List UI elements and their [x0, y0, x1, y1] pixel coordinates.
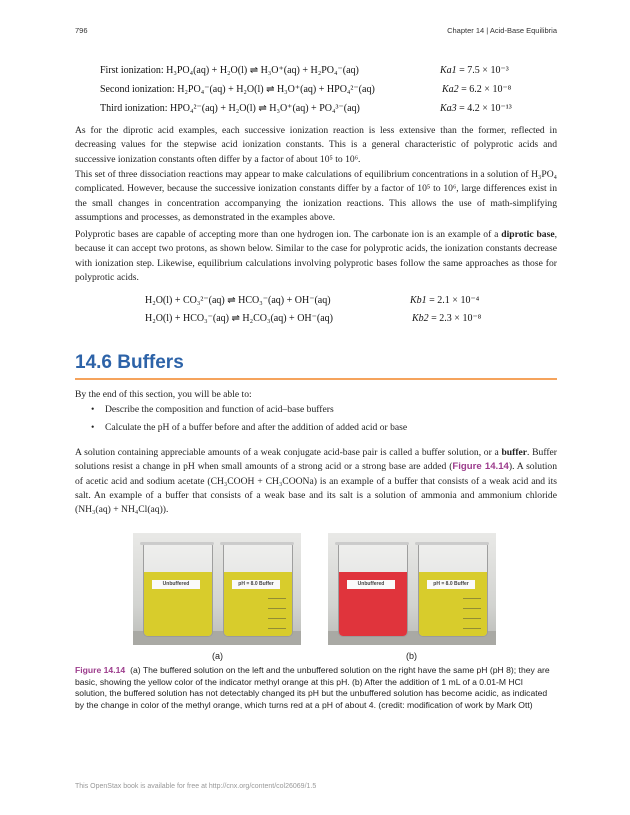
paragraph-buffer-definition: A solution containing appreciable amounts of a weak conjugate acid-base pair is called a buffer solution, or a buffer. Buffer solutions resist a change in pH when small amounts of a strong acid or a strong base are added (Figure 14.14). A solution of acetic acid and sodium acetate (CH₃COOH + CH₃COONa) is an example of a buffer that consists of a weak acid and its salt. An example of a buffer that consists of a weak base and its salt is a solution of ammonia and ammonium chloride (NH₃(aq) + NH₄Cl(aq)). [75, 447, 557, 516]
ka1-value: Ka1 = 7.5 × 10⁻³ [440, 65, 509, 76]
kb1-value: Kb1 = 2.1 × 10⁻⁴ [410, 295, 480, 306]
first-ionization-equation: First ionization: H₃PO₄(aq) + H₂O(l) ⇌ H₃O⁺(aq) + H₂PO₄⁻(aq) [100, 65, 359, 76]
unbuffered-beaker-b [338, 544, 408, 637]
buffered-beaker-b [418, 544, 488, 637]
ka2-value: Ka2 = 6.2 × 10⁻⁸ [442, 84, 512, 95]
base-equation-1: H₂O(l) + CO₃²⁻(aq) ⇌ HCO₃⁻(aq) + OH⁻(aq) [145, 295, 331, 306]
figure-caption: Figure 14.14 (a) The buffered solution on the left and the unbuffered solution on the right have the same pH (pH 8); they are basic, showing the yellow color of the indicator methyl orange at this pH. (b) After the addition of 1 mL of a 0.01-M HCl solution, the buffered solution has not detectably changed its pH but the unbuffered solution has become acidic, as indicated by the change in color of the methyl orange, which turns red at a pH of about 4. (credit: modification of work by Mark Ott) [75, 665, 550, 711]
paragraph-polyprotic-trend: As for the diprotic acid examples, each successive ionization reaction is less extensive than the former, reflected in decreasing values for the stepwise acid ionization constants. This is a general characteristic of polyprotic acids and successive ionization constants often differ by a factor of about 10⁵ to 10⁶. [75, 125, 557, 165]
learning-objectives [75, 401, 555, 437]
third-ionization-equation: Third ionization: HPO₄²⁻(aq) + H₂O(l) ⇌ H₃O⁺(aq) + PO₄³⁻(aq) [100, 103, 360, 114]
term-buffer: buffer [501, 447, 528, 458]
beaker-label: Unbuffered [347, 580, 395, 589]
beaker-label: Unbuffered [152, 580, 200, 589]
section-title-rule [75, 378, 557, 380]
panel-a-label: (a) [212, 651, 223, 661]
unbuffered-beaker-a [143, 544, 213, 637]
paragraph-dissociation-reactions: This set of three dissociation reactions may appear to make calculations of equilibrium concentrations in a solution of H₃PO₄ complicated. However, because the successive ionization constants differ by a factor of 10⁵ to 10⁶, large differences exist in the small changes in concentration accompanying the ionization reactions. This allows the use of math-simplifying assumptions and processes, as demonstrated in the examples above. [75, 169, 557, 223]
buffered-beaker-a [223, 544, 293, 637]
objective-item: • Calculate the pH of a buffer before and after the addition of added acid or base [105, 419, 555, 437]
second-ionization-equation: Second ionization: H₂PO₄⁻(aq) + H₂O(l) ⇌ H₃O⁺(aq) + HPO₄²⁻(aq) [100, 84, 375, 95]
paragraph-polyprotic-bases: Polyprotic bases are capable of accepting more than one hydrogen ion. The carbonate ion is an example of a diprotic base, because it can accept two protons, as shown below. Similar to the case for polyprotic acids, the ionization constants decrease with ionization step. Likewise, equilibrium calculations involving polyprotic bases follow the same approaches as those for polyprotic acids. [75, 229, 558, 283]
chapter-header: Chapter 14 | Acid-Base Equilibria [447, 26, 557, 35]
page-footer: This OpenStax book is available for free at http://cnx.org/content/col26069/1.5 [75, 783, 317, 790]
figure-photo-a [133, 533, 301, 645]
figure-photo-b [328, 533, 496, 645]
beaker-label: pH = 8.0 Buffer [232, 580, 280, 589]
section-title: 14.6 Buffers [75, 352, 184, 373]
ka3-value: Ka3 = 4.2 × 10⁻¹³ [440, 103, 512, 114]
figure-caption-label: Figure 14.14 [75, 665, 126, 675]
term-diprotic-base: diprotic base [501, 229, 555, 240]
panel-b-label: (b) [406, 651, 417, 661]
beaker-label: pH = 8.0 Buffer [427, 580, 475, 589]
figure-14-14-link[interactable]: Figure 14.14 [452, 461, 509, 473]
page-number: 796 [75, 26, 88, 35]
base-equation-2: H₂O(l) + HCO₃⁻(aq) ⇌ H₂CO₃(aq) + OH⁻(aq) [145, 313, 334, 324]
objective-item: • Describe the composition and function of acid–base buffers [105, 401, 555, 419]
kb2-value: Kb2 = 2.3 × 10⁻⁸ [412, 313, 482, 324]
objectives-intro: By the end of this section, you will be able to: [75, 389, 252, 400]
